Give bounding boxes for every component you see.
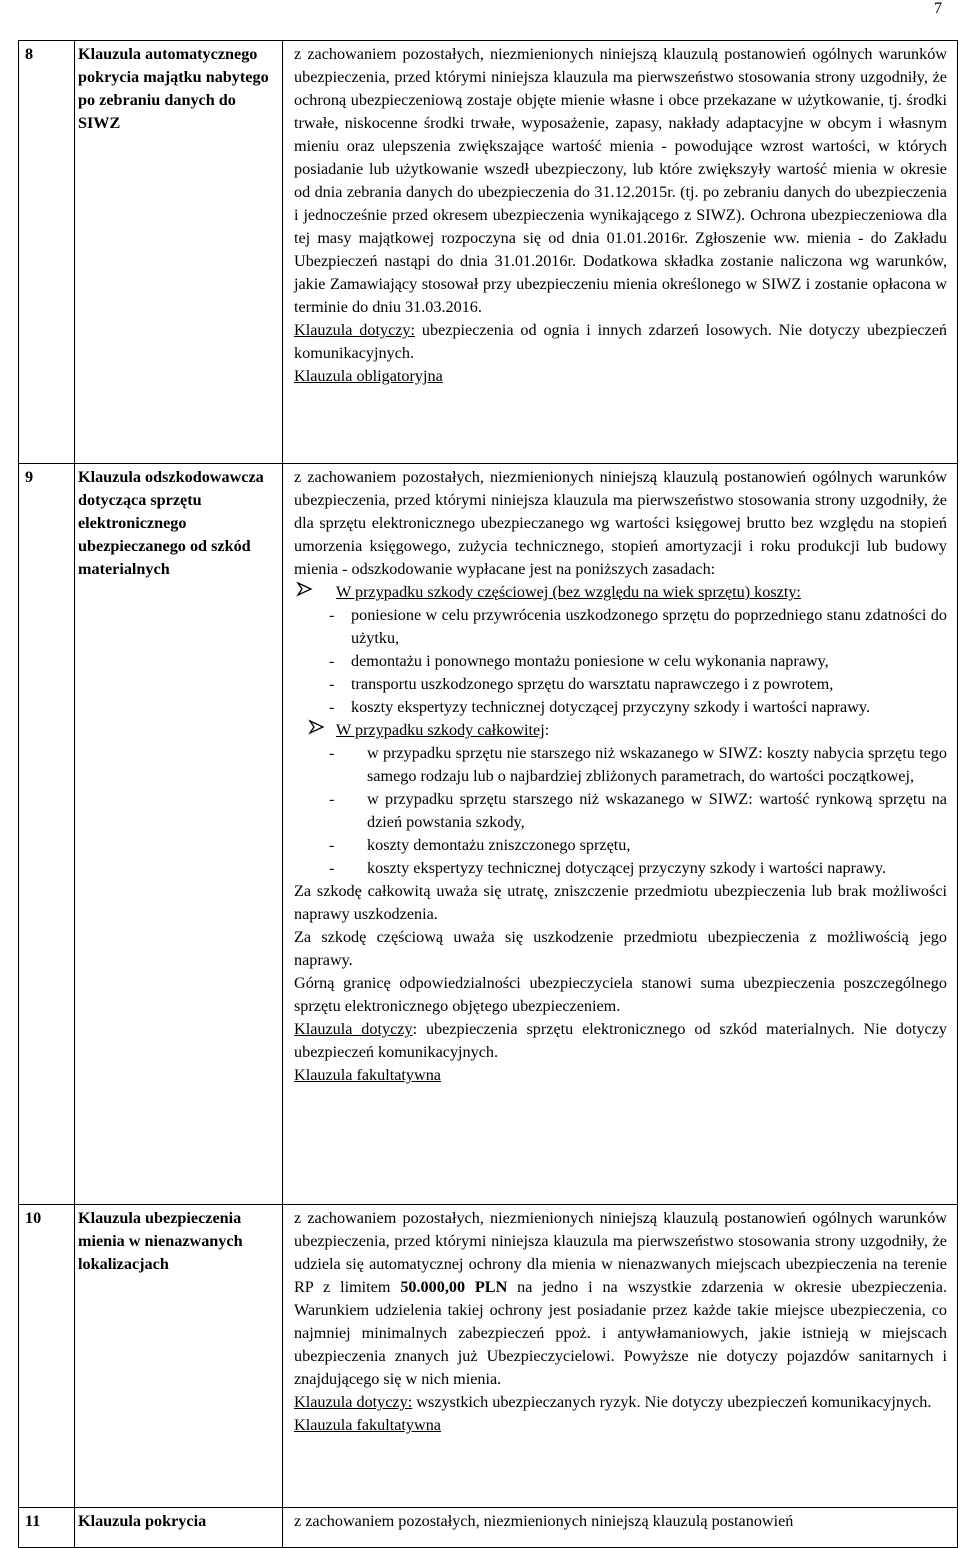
clause-scope-text: : ubezpieczenia sprzętu elektronicznego od szkód materialnych. Nie dotyczy ubezpieczeń komunikacyjnych.: [294, 1020, 948, 1061]
total-damage-colon: :: [544, 721, 550, 739]
list-item-text: w przypadku sprzętu starszego niż wskazanego w SIWZ: wartość rynkową sprzętu na dzień powstania szkody,: [367, 790, 947, 831]
clause-text-b: na jedno i na wszystkie zdarzenia w okresie ubezpieczenia. Warunkiem udzielenia takiej ochrony jest posiadanie przez każde takie miejsce ubezpieczenia, co najmniej minimalnych zabezpieczeń ppoż. i antywłamaniowych, jakie istnieją w miejscach ubezpieczenia znanych już Ubezpieczycielowi. Powyższe nie dotyczy pojazdów sanitarnych i znajdującego się w nich mienia.: [294, 1278, 947, 1388]
total-damage-title: W przypadku szkody całkowitej: [336, 721, 545, 739]
list-item-text: poniesione w celu przywrócenia uszkodzonego sprzętu do poprzedniego stanu zdatności do użytku,: [351, 606, 947, 647]
clause-text-a: z zachowaniem pozostałych, niezmienionych niniejszą klauzulą postanowień ogólnych warunków ubezpieczenia, przed którymi niniejsza klauzula ma pierwszeństwo stosowania strony uzgodniły, że udziela się automatycznej ochrony dla mienia w nienazwanych miejscach ubezpieczenia na terenie RP z limitem: [294, 1209, 947, 1296]
clause-scope-text: ubezpieczenia od ognia i innych zdarzeń losowych. Nie dotyczy ubezpieczeń komunikacyjnych.: [294, 321, 947, 362]
clause-type: Klauzula obligatoryjna: [294, 367, 443, 385]
clause-scope: [294, 1391, 947, 1414]
clause-intro: z zachowaniem pozostałych, niezmienionych niniejszą klauzulą postanowień ogólnych warunków ubezpieczenia, przed którymi niniejsza klauzula ma pierwszeństwo stosowania strony uzgodniły, że dla sprzętu elektronicznego ubezpieczanego wg wartości księgowej brutto bez względu na stopień umorzenia księgowego, zużycia technicznego, stopień amortyzacji i roku produkcji lub budowy mienia - odszkodowanie wypłacane jest na poniższych zasadach:: [294, 468, 947, 578]
list-item: [294, 650, 947, 673]
dash-marker: -: [329, 606, 335, 624]
list-item: [294, 696, 947, 719]
page-number: 7: [934, 0, 942, 17]
list-item: [294, 742, 947, 788]
clause-name: [75, 41, 283, 464]
dash-marker: -: [329, 698, 335, 716]
clause-scope-label: Klauzula dotyczy: [294, 1020, 413, 1038]
dash-marker: -: [329, 790, 335, 808]
clause-intro: z zachowaniem pozostałych, niezmienionych niniejszą klauzulą postanowień: [294, 1512, 794, 1530]
clause-body: [283, 1508, 958, 1548]
clause-type: Klauzula fakultatywna: [294, 1416, 441, 1434]
clause-number: 11: [19, 1508, 75, 1548]
clause-name: [75, 1205, 283, 1508]
list-item: [294, 673, 947, 696]
list-item-text: koszty demontażu zniszczonego sprzętu,: [367, 836, 631, 854]
clause-paragraph: Górną granicę odpowiedzialności ubezpieczyciela stanowi suma ubezpieczenia poszczególnego sprzętu elektronicznego objętego ubezpieczeniem.: [294, 974, 947, 1015]
clause-scope: [294, 1018, 947, 1064]
dash-marker: -: [329, 675, 335, 693]
clause-body: [283, 41, 958, 464]
list-item-text: w przypadku sprzętu nie starszego niż wskazanego w SIWZ: koszty nabycia sprzętu tego samego rodzaju lub o najbardziej zbliżonych parametrach, do wartości początkowej,: [367, 744, 947, 785]
clause-row-8: [19, 41, 958, 464]
partial-damage-title: W przypadku szkody częściowej (bez względu na wiek sprzętu) koszty:: [336, 583, 801, 601]
clauses-table: [18, 40, 958, 1548]
clause-name: [75, 464, 283, 1205]
list-item: [294, 788, 947, 834]
clause-name-text: Klauzula pokrycia: [78, 1512, 207, 1530]
clause-scope: [294, 319, 947, 365]
clause-scope-text: wszystkich ubezpieczanych ryzyk. Nie dotyczy ubezpieczeń komunikacyjnych.: [412, 1393, 932, 1411]
clause-scope-label: Klauzula dotyczy:: [294, 321, 416, 339]
list-item-text: koszty ekspertyzy technicznej dotyczącej przyczyny szkody i wartości naprawy.: [367, 859, 886, 877]
dash-marker: -: [329, 859, 335, 877]
clause-body: [283, 1205, 958, 1508]
clause-paragraph: Za szkodę częściową uważa się uszkodzenie przedmiotu ubezpieczenia z możliwością jego naprawy.: [294, 928, 947, 969]
arrow-bullet-icon: [294, 581, 336, 604]
list-item: [294, 857, 947, 880]
clause-row-10: [19, 1205, 958, 1508]
list-item-text: transportu uszkodzonego sprzętu do warsztatu naprawczego i z powrotem,: [351, 675, 834, 693]
clause-name: [75, 1508, 283, 1548]
clause-row-9: [19, 464, 958, 1205]
list-item-text: demontażu i ponownego montażu poniesione w celu wykonania naprawy,: [351, 652, 829, 670]
clause-number: 9: [19, 464, 75, 1205]
arrow-bullet-icon: [306, 719, 336, 742]
clause-body: [283, 464, 958, 1205]
clause-scope-label: Klauzula dotyczy:: [294, 1393, 413, 1411]
clause-row-11: [19, 1508, 958, 1548]
list-item-text: koszty ekspertyzy technicznej dotyczącej przyczyny szkody i wartości naprawy.: [351, 698, 870, 716]
clause-name-text: Klauzula automatycznego pokrycia majątku nabytego po zebraniu danych do SIWZ: [78, 45, 269, 132]
clause-type: Klauzula fakultatywna: [294, 1066, 441, 1084]
clause-name-text: Klauzula odszkodowawcza dotycząca sprzętu elektronicznego ubezpieczanego od szkód materialnych: [78, 468, 264, 578]
list-item: [294, 834, 947, 857]
dash-marker: -: [329, 836, 335, 854]
partial-damage-heading: [294, 581, 947, 604]
clause-number: 8: [19, 41, 75, 464]
total-damage-heading: [294, 719, 947, 742]
dash-marker: -: [329, 744, 335, 762]
clause-paragraph: [294, 1207, 947, 1391]
dash-marker: -: [329, 652, 335, 670]
list-item: [294, 604, 947, 650]
clause-paragraph: z zachowaniem pozostałych, niezmienionych niniejszą klauzulą postanowień ogólnych warunków ubezpieczenia, przed którymi niniejsza klauzula ma pierwszeństwo stosowania strony uzgodniły, że ochroną ubezpieczeniową zostaje objęte mienie własne i obce przekazane w użytkowanie, tj. środki trwałe, niskocenne środki trwałe, wyposażenie, zapasy, nakłady adaptacyjne w obcym i własnym mieniu oraz ulepszenia zwiększające wartość mienia - powodujące wzrost wartości, w których posiadanie lub użytkowanie wszedł ubezpieczony, lub które zwiększyły wartość mienia w okresie od dnia zebrania danych do ubezpieczenia do 31.12.2015r. (tj. po zebraniu danych do ubezpieczenia i jednocześnie przed okresem ubezpieczenia wynikającego z SIWZ). Ochrona ubezpieczeniowa dla tej masy majątkowej rozpoczyna się od dnia 01.01.2016r. Zgłoszenie ww. mienia - do Zakładu Ubezpieczeń nastąpi do dnia 31.01.2016r. Dodatkowa składka zostanie naliczona wg warunków, jakie Zamawiający stosował przy ubezpieczeniu mienia określonego w SIWZ i zostanie opłacona w terminie do dniu 31.03.2016.: [294, 45, 947, 316]
clause-paragraph: Za szkodę całkowitą uważa się utratę, zniszczenie przedmiotu ubezpieczenia lub brak możliwości naprawy uszkodzenia.: [294, 882, 947, 923]
clause-name-text: Klauzula ubezpieczenia mienia w nienazwanych lokalizacjach: [78, 1209, 243, 1273]
clause-number: 10: [19, 1205, 75, 1508]
limit-amount: 50.000,00 PLN: [400, 1278, 508, 1296]
